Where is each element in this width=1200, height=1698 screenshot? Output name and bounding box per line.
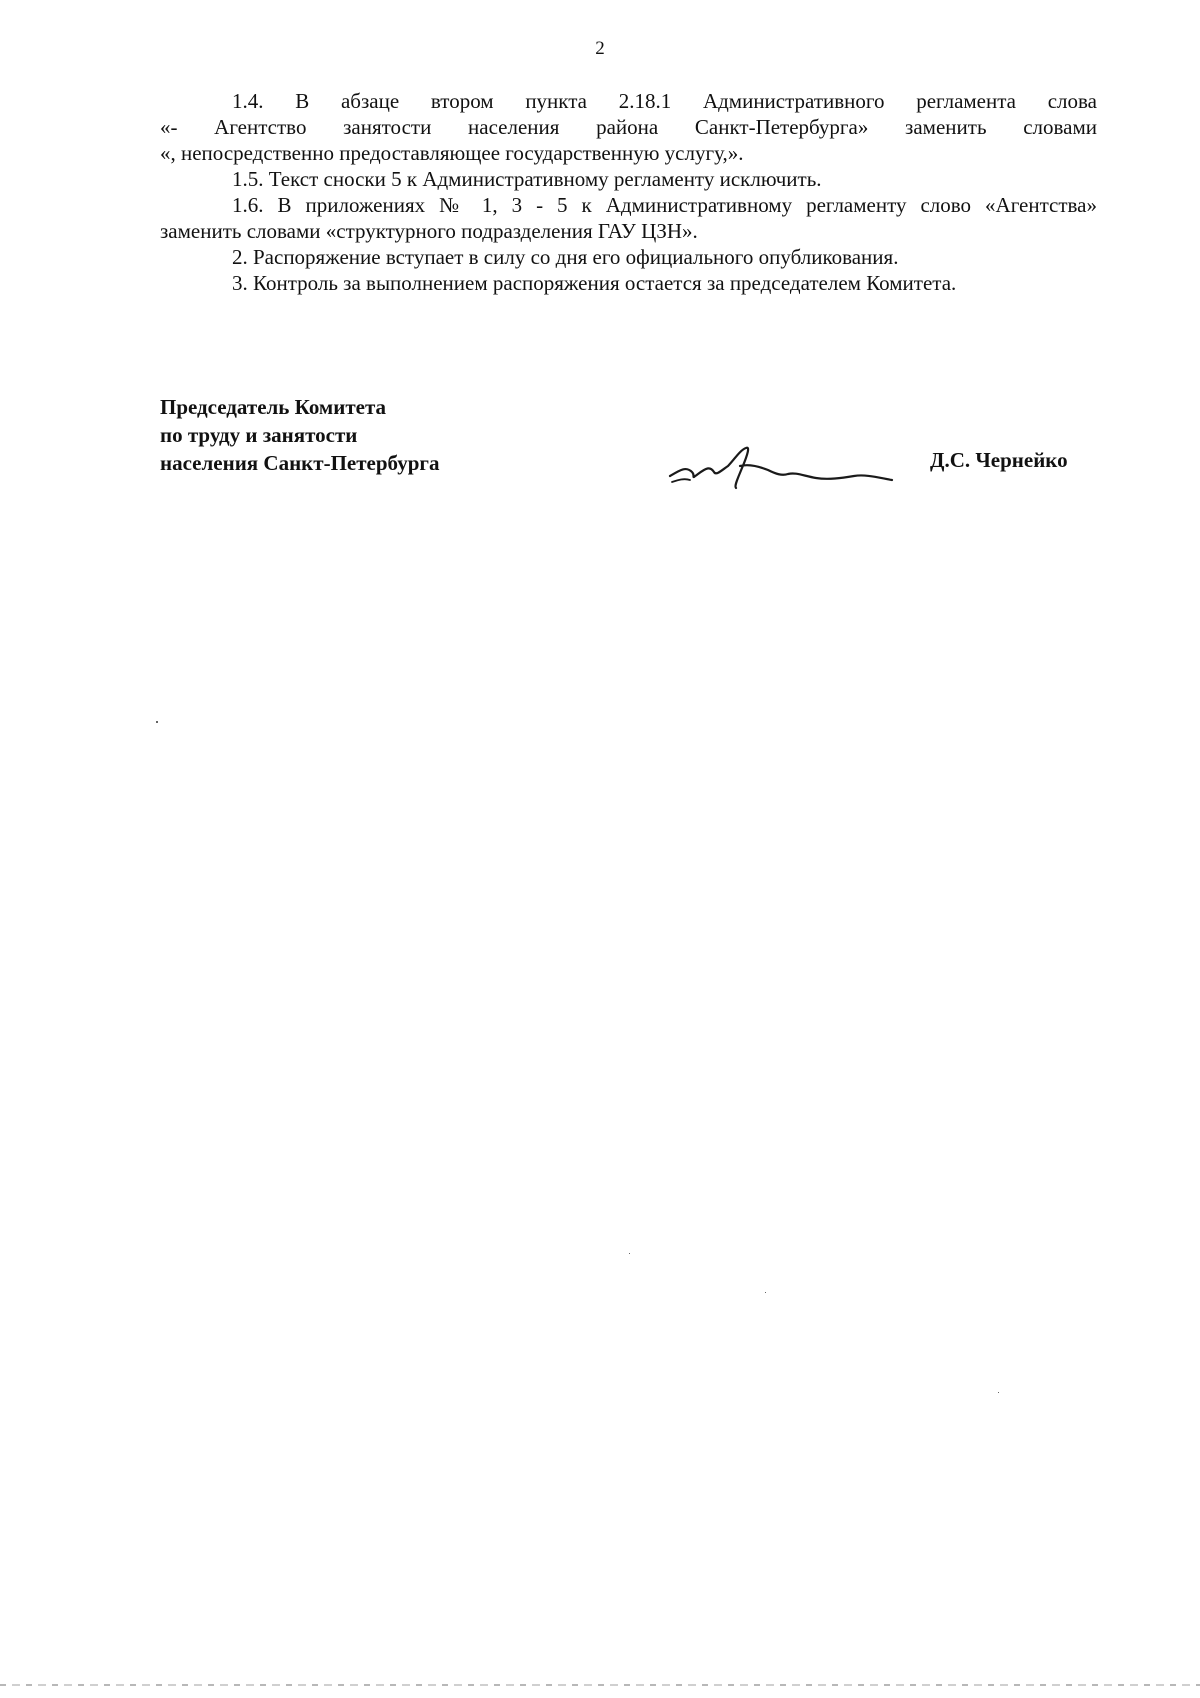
scan-edge-noise xyxy=(0,1684,1200,1686)
paragraph-1-6-line-1: 1.6. В приложениях № 1, 3 - 5 к Административному регламенту слово «Агентства» xyxy=(232,193,1097,217)
paragraph-1-6 xyxy=(160,192,1097,244)
paragraph-1-5: 1.5. Текст сноски 5 к Административному регламенту исключить. xyxy=(232,167,822,191)
page-number: 2 xyxy=(595,38,605,59)
scan-speck xyxy=(998,1392,999,1393)
paragraph-1-4-line-2: «- Агентство занятости населения района Санкт-Петербурга» заменить словами xyxy=(160,115,1097,139)
paragraph-1-4-line-1: 1.4. В абзаце втором пункта 2.18.1 Административного регламента слова xyxy=(232,89,1097,113)
paragraph-3: 3. Контроль за выполнением распоряжения остается за председателем Комитета. xyxy=(232,271,957,295)
signatory-position-line-2: по труду и занятости xyxy=(160,423,358,447)
scan-speck xyxy=(629,1253,630,1254)
paragraph-2: 2. Распоряжение вступает в силу со дня его официального опубликования. xyxy=(232,245,899,269)
document-body xyxy=(160,88,1097,296)
paragraph-1-6-line-2: заменить словами «структурного подразделения ГАУ ЦЗН». xyxy=(160,219,698,243)
paragraph-1-4 xyxy=(160,88,1097,166)
signatory-position-line-3: населения Санкт-Петербурга xyxy=(160,451,440,475)
handwritten-signature xyxy=(666,436,896,496)
paragraph-1-4-line-3: «, непосредственно предоставляющее государственную услугу,». xyxy=(160,141,744,165)
signer-name: Д.С. Чернейко xyxy=(930,448,1068,472)
signatory-position-line-1: Председатель Комитета xyxy=(160,395,387,419)
scan-speck xyxy=(156,721,158,723)
scan-speck xyxy=(765,1292,766,1293)
signatory-position xyxy=(160,393,439,477)
